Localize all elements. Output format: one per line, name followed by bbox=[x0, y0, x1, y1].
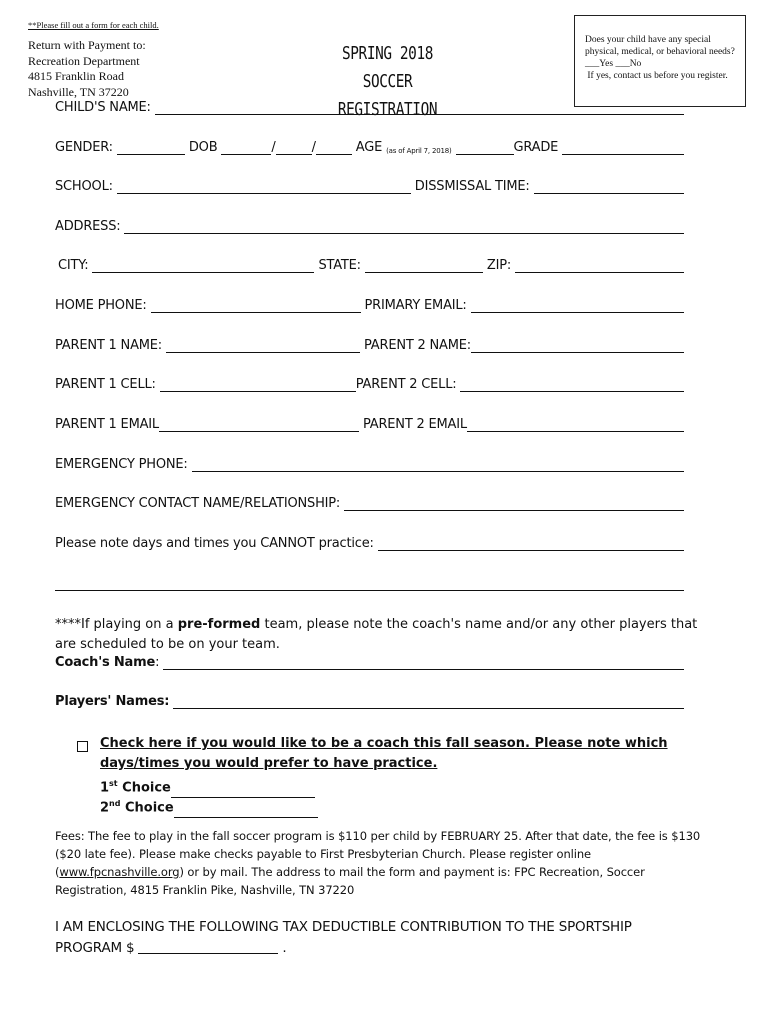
contribution-section bbox=[55, 917, 725, 959]
return-address bbox=[28, 38, 146, 100]
child-name-label: CHILD'S NAME: bbox=[55, 100, 151, 115]
title-line-1: SPRING 2018 bbox=[342, 43, 433, 64]
dob-year-field[interactable] bbox=[316, 140, 352, 155]
primary-email-field[interactable] bbox=[471, 298, 684, 313]
dob-slash: / bbox=[271, 140, 276, 155]
players-label: Players' Names: bbox=[55, 694, 170, 709]
emergency-phone-row bbox=[55, 457, 688, 472]
contribution-program-label: PROGRAM $ bbox=[55, 940, 135, 956]
school-row bbox=[55, 179, 688, 194]
parent-name-row bbox=[55, 338, 688, 353]
return-line: Nashville, TN 37220 bbox=[28, 84, 129, 99]
contribution-line2 bbox=[55, 938, 725, 959]
emergency-phone-label: EMERGENCY PHONE: bbox=[55, 457, 188, 472]
fees-text-before: Fees: The fee to play in the fall soccer program is $110 per child by FEBRUARY 25. After that date, the fee is $130 ($20 late fee). Please make checks payable to First Presbyterian Church. Please register online ( bbox=[55, 829, 701, 879]
parent2-name-field[interactable] bbox=[471, 338, 684, 353]
practice-row-2 bbox=[55, 576, 688, 591]
second-choice bbox=[100, 794, 322, 818]
school-field[interactable] bbox=[117, 179, 411, 194]
parent2-email-field[interactable] bbox=[467, 417, 684, 432]
choice1-num: 1 bbox=[100, 780, 110, 796]
gender-label: GENDER: bbox=[55, 140, 113, 155]
coach-checkbox[interactable] bbox=[77, 741, 88, 752]
city-row bbox=[58, 258, 688, 273]
practice-label: Please note days and times you CANNOT practice: bbox=[55, 536, 374, 551]
home-phone-field[interactable] bbox=[151, 298, 361, 313]
team-prefix: ****If playing on a bbox=[55, 617, 178, 632]
fpc-website-link[interactable]: www.fpcnashville.org bbox=[59, 865, 180, 879]
contribution-amount-field[interactable] bbox=[138, 941, 278, 954]
home-phone-label: HOME PHONE: bbox=[55, 298, 147, 313]
age-field[interactable] bbox=[456, 140, 514, 155]
address-label: ADDRESS: bbox=[55, 219, 121, 234]
grade-field[interactable] bbox=[562, 140, 684, 155]
age-note: (as of April 7, 2018) bbox=[386, 147, 452, 155]
parent1-cell-label: PARENT 1 CELL: bbox=[55, 377, 156, 392]
special-needs-contact: If yes, contact us before you register. bbox=[585, 71, 728, 81]
return-line: 4815 Franklin Road bbox=[28, 69, 124, 83]
primary-email-label: PRIMARY EMAIL: bbox=[364, 298, 467, 313]
coach-name-row bbox=[55, 655, 688, 670]
dob-slash: / bbox=[311, 140, 316, 155]
address-field[interactable] bbox=[124, 219, 684, 234]
choice2-sup: nd bbox=[109, 799, 121, 808]
second-choice-field[interactable] bbox=[174, 803, 318, 818]
dismissal-field[interactable] bbox=[534, 179, 684, 194]
dob-label: DOB bbox=[188, 140, 218, 155]
choice2-word: Choice bbox=[120, 800, 174, 816]
zip-field[interactable] bbox=[515, 258, 684, 273]
team-note-line2: are scheduled to be on your team. bbox=[55, 637, 280, 652]
coach-name-label: Coach's Name bbox=[55, 655, 156, 670]
parent2-email-label: PARENT 2 EMAIL bbox=[362, 417, 467, 432]
city-field[interactable] bbox=[92, 258, 314, 273]
fees-text-after: ) or by mail. The address to mail the form and payment is: FPC Recreation, Soccer Registration, 4815 Franklin Pike, Nashville, TN 37220 bbox=[55, 865, 645, 897]
emergency-contact-row bbox=[55, 496, 688, 511]
parent2-cell-field[interactable] bbox=[460, 377, 684, 392]
fill-out-note: **Please fill out a form for each child. bbox=[28, 20, 159, 30]
choice1-sup: st bbox=[109, 779, 118, 788]
emergency-phone-field[interactable] bbox=[192, 457, 684, 472]
contribution-period: . bbox=[282, 940, 287, 956]
home-phone-row bbox=[55, 298, 688, 313]
coach-colon: : bbox=[155, 655, 160, 670]
school-label: SCHOOL: bbox=[55, 179, 113, 194]
state-field[interactable] bbox=[365, 258, 483, 273]
zip-label: ZIP: bbox=[486, 258, 512, 273]
special-needs-box bbox=[574, 15, 746, 107]
team-note bbox=[55, 615, 735, 655]
child-name-field[interactable] bbox=[155, 100, 684, 115]
parent1-name-field[interactable] bbox=[166, 338, 360, 353]
team-suffix: team, please note the coach's name and/or any other players that bbox=[260, 617, 698, 632]
parent2-name-label: PARENT 2 NAME: bbox=[363, 338, 471, 353]
child-name-row bbox=[55, 100, 688, 115]
contribution-line1: I AM ENCLOSING THE FOLLOWING TAX DEDUCTIBLE CONTRIBUTION TO THE SPORTSHIP bbox=[55, 919, 632, 935]
choice2-num: 2 bbox=[100, 800, 110, 816]
parent-cell-row bbox=[55, 377, 688, 392]
dismissal-label: DISSMISSAL TIME: bbox=[414, 179, 530, 194]
dob-day-field[interactable] bbox=[276, 140, 312, 155]
state-label: STATE: bbox=[318, 258, 361, 273]
parent-email-row bbox=[55, 417, 688, 432]
team-bold-word: pre-formed bbox=[177, 617, 261, 632]
practice-field[interactable] bbox=[378, 536, 684, 551]
gender-dob-row bbox=[55, 140, 688, 155]
grade-label: GRADE bbox=[513, 140, 559, 155]
coach-name-field[interactable] bbox=[163, 655, 684, 670]
coach-option-text: Check here if you would like to be a coach this fall season. Please note which days/times you would prefer to have practice. bbox=[100, 736, 668, 771]
gender-field[interactable] bbox=[117, 140, 185, 155]
parent2-cell-label: PARENT 2 CELL: bbox=[355, 377, 457, 392]
players-row bbox=[55, 694, 688, 709]
emergency-contact-label: EMERGENCY CONTACT NAME/RELATIONSHIP: bbox=[55, 496, 341, 511]
return-line: Recreation Department bbox=[28, 53, 140, 68]
city-label: CITY: bbox=[58, 258, 89, 273]
practice-field-2[interactable] bbox=[55, 576, 684, 591]
return-line: Return with Payment to: bbox=[28, 38, 146, 52]
emergency-contact-field[interactable] bbox=[344, 496, 684, 511]
address-row bbox=[55, 219, 688, 234]
players-field[interactable] bbox=[173, 694, 684, 709]
special-needs-question: Does your child have any special physical, medical, or behavioral needs? ___Yes ___No bbox=[585, 35, 735, 69]
age-label: AGE bbox=[355, 140, 383, 155]
title-line-2: SOCCER REGISTRATION bbox=[337, 71, 438, 120]
choice1-word: Choice bbox=[117, 780, 171, 796]
parent1-cell-field[interactable] bbox=[160, 377, 356, 392]
dob-month-field[interactable] bbox=[221, 140, 271, 155]
fees-paragraph bbox=[55, 827, 715, 899]
parent1-name-label: PARENT 1 NAME: bbox=[55, 338, 162, 353]
practice-row bbox=[55, 536, 688, 551]
team-note-line1 bbox=[55, 615, 735, 635]
parent1-email-field[interactable] bbox=[159, 417, 359, 432]
parent1-email-label: PARENT 1 EMAIL bbox=[55, 417, 159, 432]
